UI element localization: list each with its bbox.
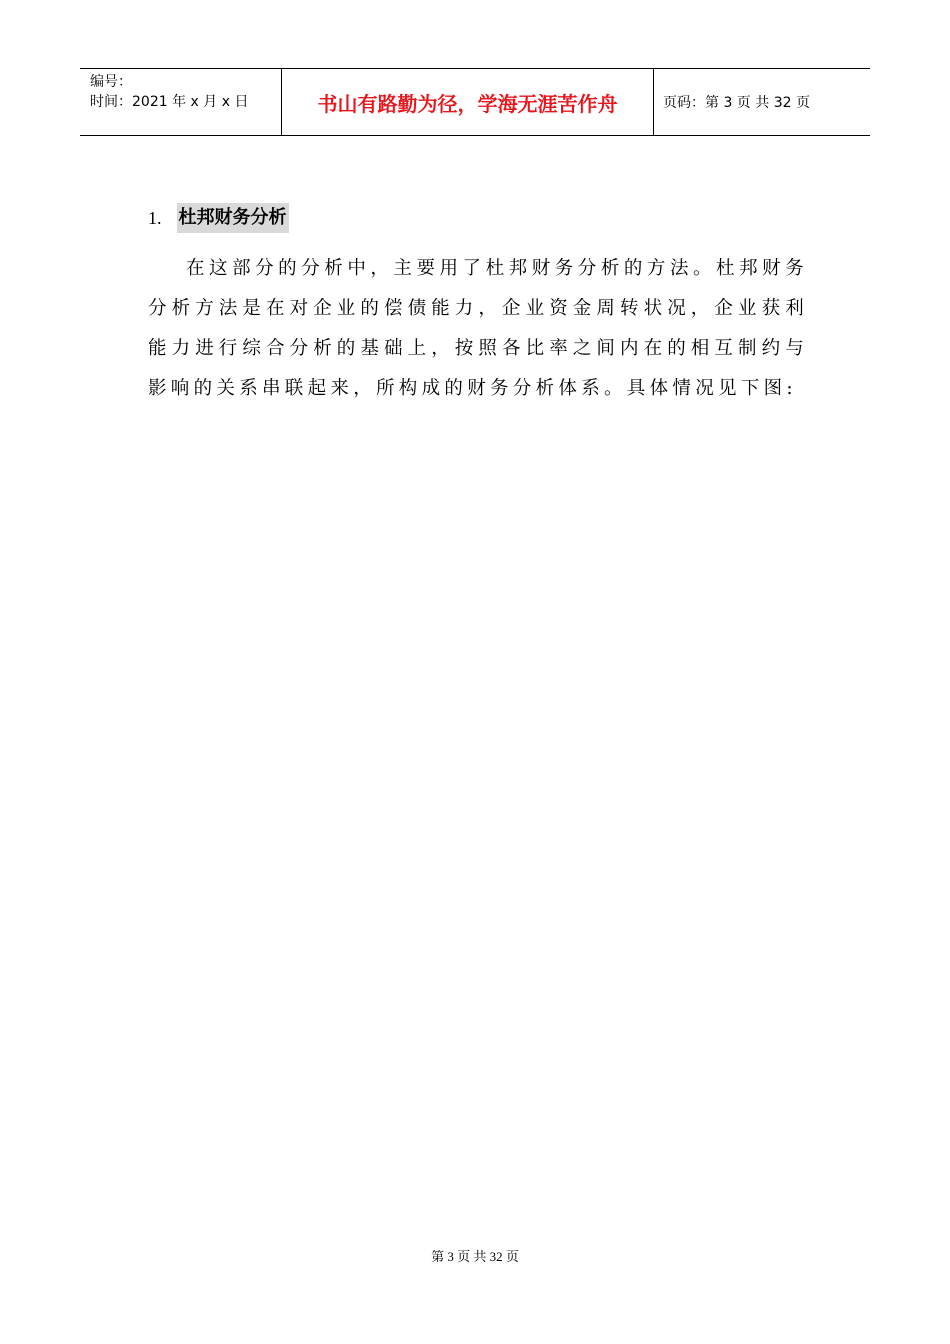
date-label: 时间：2021 年 x 月 x 日 [90, 94, 249, 110]
motto-text: 书山有路勤为径，学海无涯苦作舟 [317, 91, 618, 116]
page-header [80, 68, 870, 136]
body-paragraph: 在这部分的分析中，主要用了杜邦财务分析的方法。杜邦财务分析方法是在对企业的偿债能力，企业资金周转状况，企业获利能力进行综合分析的基础上，按照各比率之间内在的相互制约与影响的关系串联起来，所构成的财务分析体系。具体情况见下图: [148, 258, 808, 399]
header-meta-cell [80, 69, 281, 135]
header-page-cell [654, 69, 870, 135]
section-number: 1. [148, 208, 162, 228]
section-title: 杜邦财务分析 [177, 203, 289, 233]
doc-number-label: 编号： [90, 74, 132, 90]
page-info: 页码：第 3 页 共 32 页 [663, 95, 810, 111]
header-motto-cell [281, 69, 654, 135]
page-footer: 第 3 页 共 32 页 [431, 1249, 519, 1264]
section-heading [148, 203, 289, 233]
